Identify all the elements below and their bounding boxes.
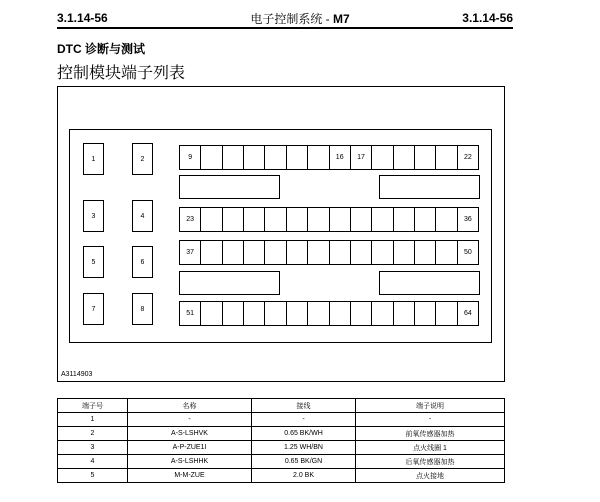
pin-cell [330, 241, 351, 264]
header-divider [57, 27, 513, 29]
pin-cell [436, 302, 457, 325]
pin-cell: 22 [463, 154, 472, 161]
pin-cell [201, 302, 222, 325]
table-cell: 后氧传感器加热 [356, 455, 505, 469]
blank-slot [179, 271, 280, 295]
pin-cell [287, 241, 308, 264]
pin-cell: 51 [180, 302, 201, 325]
pin-cell [287, 208, 308, 231]
pin-cell [415, 302, 436, 325]
subsection-title: 控制模块端子列表 [57, 65, 186, 82]
page-number-left: 3.1.14-56 [57, 11, 108, 25]
connector-outline [69, 129, 492, 343]
pin-cell [244, 146, 265, 169]
pin-cell [351, 241, 372, 264]
table-cell: 点火接地 [356, 469, 505, 483]
pin-cell [265, 241, 286, 264]
table-header: 端子说明 [356, 399, 505, 413]
pin-cell [436, 241, 457, 264]
table-cell: - [128, 413, 252, 427]
page-number-right: 3.1.14-56 [462, 11, 513, 25]
pin-cell [415, 208, 436, 231]
pin-cell [330, 302, 351, 325]
pin-cell [265, 208, 286, 231]
pin-box-2: 2 [132, 143, 153, 175]
blank-slot [179, 175, 280, 199]
table-cell: 0.65 BK/WH [252, 427, 356, 441]
pin-box-8: 8 [132, 293, 153, 325]
pin-cell: 50 [463, 249, 472, 256]
pin-cell [394, 302, 415, 325]
pin-cell [351, 302, 372, 325]
blank-slot [379, 175, 480, 199]
table-row [58, 441, 505, 455]
table-cell: 0.65 BK/GN [252, 455, 356, 469]
page-header-title [230, 10, 370, 27]
pin-cell [244, 302, 265, 325]
pin-cell [223, 302, 244, 325]
table-row [58, 413, 505, 427]
pin-cell [308, 302, 329, 325]
pin-cell [394, 208, 415, 231]
pin-cell: 9 [180, 146, 201, 169]
pin-cell [201, 208, 222, 231]
pin-cell [287, 302, 308, 325]
table-header: 接线 [252, 399, 356, 413]
table-row [58, 455, 505, 469]
blank-slot [379, 271, 480, 295]
pin-cell [372, 146, 393, 169]
pin-cell [372, 241, 393, 264]
header-title-model: M7 [333, 12, 350, 26]
header-title-cn: 电子控制系统 - [250, 12, 333, 26]
pin-cell [201, 146, 222, 169]
table-cell: 2 [58, 427, 128, 441]
pin-cell [394, 241, 415, 264]
table-cell: A-P-ZUE1I [128, 441, 252, 455]
pin-cell [394, 146, 415, 169]
pin-cell: 37 [180, 241, 201, 264]
pin-cell [223, 241, 244, 264]
connector-figure [57, 86, 505, 382]
section-heading: DTC 诊断与测试 [57, 42, 145, 56]
pin-cell [351, 208, 372, 231]
pin-cell: 16 [330, 146, 351, 169]
table-row [58, 427, 505, 441]
pin-box-4: 4 [132, 200, 153, 232]
pin-row-37-50 [179, 240, 479, 265]
pin-row-51-64 [179, 301, 479, 326]
table-cell: - [252, 413, 356, 427]
pin-cell [436, 208, 457, 231]
pin-cell [415, 241, 436, 264]
pin-cell: 17 [351, 146, 372, 169]
pin-box-7: 7 [83, 293, 104, 325]
pin-cell [287, 146, 308, 169]
table-cell: A-S-LSHHK [128, 455, 252, 469]
pin-cell [223, 146, 244, 169]
pin-cell [308, 208, 329, 231]
pin-box-5: 5 [83, 246, 104, 278]
pin-row-23-36 [179, 207, 479, 232]
pin-cell: 36 [463, 216, 472, 223]
pin-cell [308, 146, 329, 169]
pin-cell [415, 146, 436, 169]
table-cell: - [356, 413, 505, 427]
table-cell: 点火线圈 1 [356, 441, 505, 455]
pin-cell [372, 302, 393, 325]
pin-cell: 64 [463, 310, 472, 317]
pin-row-9-22 [179, 145, 479, 170]
pin-cell [265, 302, 286, 325]
pin-cell [436, 146, 457, 169]
table-cell: 2.0 BK [252, 469, 356, 483]
table-cell: 3 [58, 441, 128, 455]
table-header-row [58, 399, 505, 413]
pin-cell [330, 208, 351, 231]
pin-cell [308, 241, 329, 264]
pin-cell [265, 146, 286, 169]
table-cell: A-S-LSHVK [128, 427, 252, 441]
pin-cell [223, 208, 244, 231]
table-row [58, 469, 505, 483]
table-cell: 1 [58, 413, 128, 427]
pin-cell [244, 241, 265, 264]
pin-table [57, 398, 505, 483]
pin-cell [244, 208, 265, 231]
table-header: 端子号 [58, 399, 128, 413]
pin-box-1: 1 [83, 143, 104, 175]
pin-cell [372, 208, 393, 231]
table-cell: 5 [58, 469, 128, 483]
pin-box-3: 3 [83, 200, 104, 232]
table-cell: 4 [58, 455, 128, 469]
pin-cell: 23 [180, 208, 201, 231]
table-header: 名称 [128, 399, 252, 413]
pin-cell [201, 241, 222, 264]
table-cell: 1.25 WH/BN [252, 441, 356, 455]
table-cell: 前氧传感器加热 [356, 427, 505, 441]
figure-label: A3114903 [61, 371, 93, 378]
table-cell: M-M-ZUE [128, 469, 252, 483]
pin-box-6: 6 [132, 246, 153, 278]
